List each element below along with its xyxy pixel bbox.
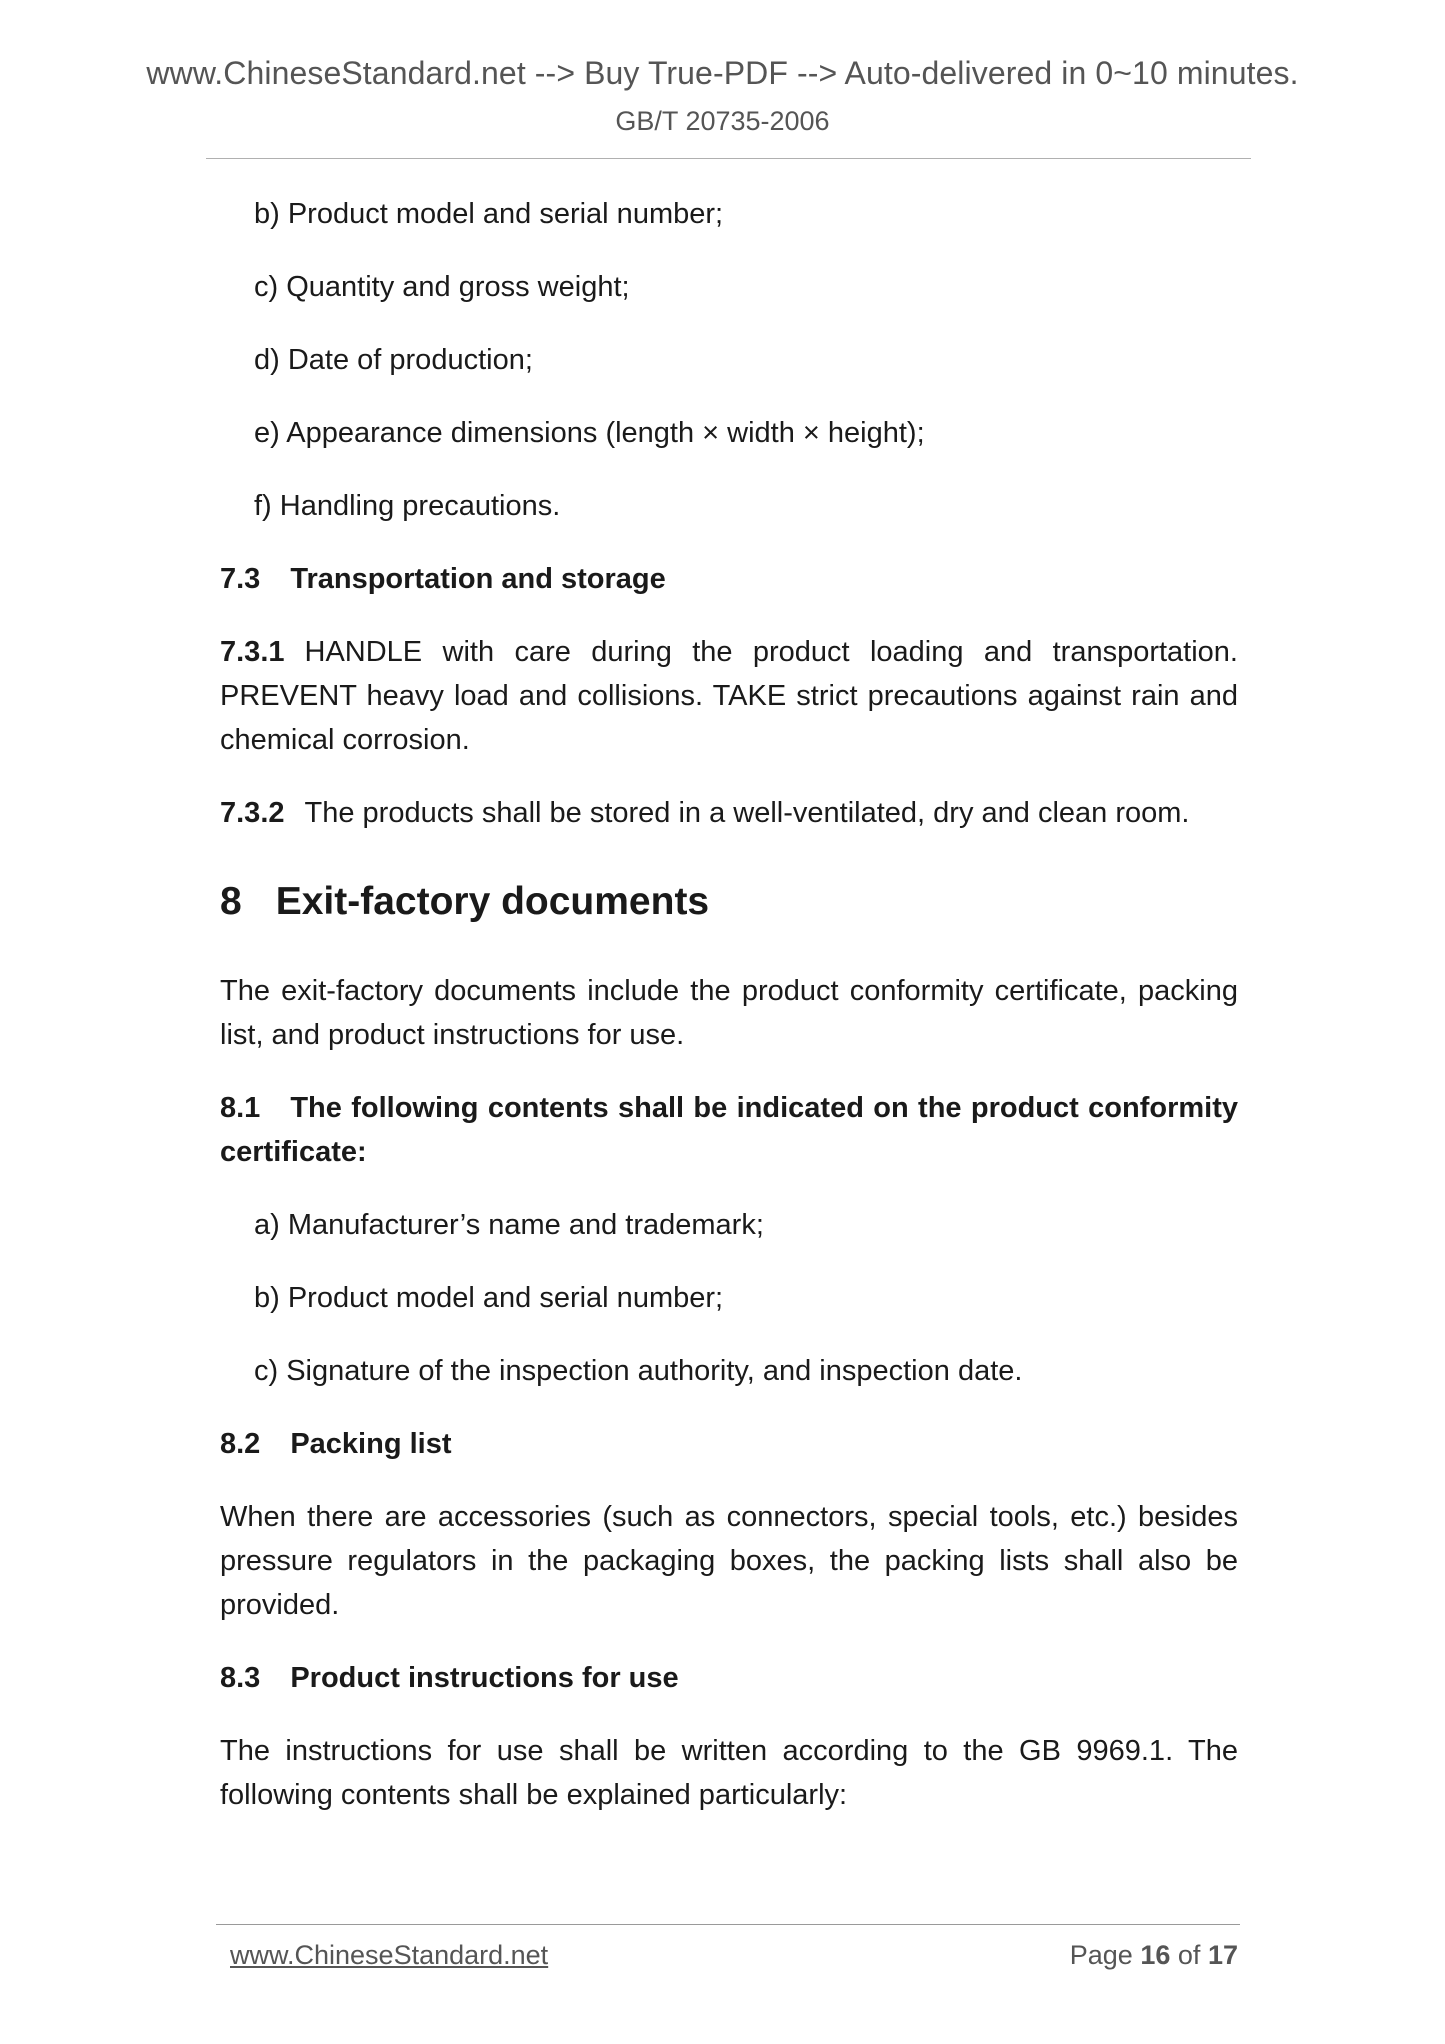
page-current: 16	[1140, 1940, 1171, 1970]
list-item: a) Manufacturer’s name and trademark;	[254, 1209, 764, 1241]
paragraph-8-3: The instructions for use shall be written according to the GB 9969.1. The following contents shall be explained particularly:	[220, 1735, 1238, 1811]
footer-website-link[interactable]: www.ChineseStandard.net	[230, 1940, 549, 1970]
section-heading-8-3	[220, 1656, 1238, 1700]
list-item: d) Date of production;	[254, 344, 533, 376]
clause-number: 7.3.2	[220, 797, 285, 829]
page-label: Page	[1069, 1940, 1133, 1970]
page-indicator	[1070, 1940, 1238, 1971]
page-total: 17	[1207, 1940, 1238, 1970]
section-number: 7.3	[220, 563, 261, 595]
chapter-number: 8	[220, 880, 242, 923]
section-heading-8-2	[220, 1422, 1238, 1466]
list-item: c) Quantity and gross weight;	[254, 271, 630, 303]
section-title: Packing list	[290, 1428, 452, 1460]
section-number: 8.1	[220, 1092, 261, 1124]
chapter-heading-8	[220, 877, 1238, 927]
clause-text: The products shall be stored in a well-ventilated, dry and clean room.	[304, 797, 1190, 829]
clause-7-3-1	[220, 630, 1238, 762]
footer-divider	[216, 1924, 1240, 1925]
paragraph-8: The exit-factory documents include the product conformity certificate, packing list, and product instructions for use.	[220, 975, 1238, 1051]
page-content	[220, 192, 1238, 1846]
section-heading-8-1	[220, 1086, 1238, 1174]
page-of: of	[1177, 1940, 1201, 1970]
section-title: The following contents shall be indicated on the product conformity certificate:	[220, 1092, 1238, 1168]
list-item: b) Product model and serial number;	[254, 198, 724, 230]
standard-number: GB/T 20735-2006	[615, 106, 830, 136]
clause-number: 7.3.1	[220, 636, 285, 668]
chapter-title: Exit-factory documents	[275, 880, 710, 923]
list-item: f) Handling precautions.	[254, 490, 561, 522]
clause-text: HANDLE with care during the product loading and transportation. PREVENT heavy load and collisions. TAKE strict precautions against rain and chemical corrosion.	[220, 636, 1238, 756]
header-banner[interactable]: www.ChineseStandard.net --> Buy True-PDF --> Auto-delivered in 0~10 minutes.	[146, 55, 1299, 91]
clause-7-3-2	[220, 791, 1238, 835]
section-title: Transportation and storage	[290, 563, 666, 595]
header-divider	[206, 158, 1251, 159]
list-item: b) Product model and serial number;	[254, 1282, 724, 1314]
section-number: 8.3	[220, 1662, 261, 1694]
section-heading-7-3	[220, 557, 1238, 601]
list-item: c) Signature of the inspection authority, and inspection date.	[254, 1355, 1023, 1387]
section-number: 8.2	[220, 1428, 261, 1460]
paragraph-8-2: When there are accessories (such as connectors, special tools, etc.) besides pressure regulators in the packaging boxes, the packing lists shall also be provided.	[220, 1501, 1238, 1621]
list-item: e) Appearance dimensions (length × width × height);	[254, 417, 925, 449]
section-title: Product instructions for use	[290, 1662, 679, 1694]
